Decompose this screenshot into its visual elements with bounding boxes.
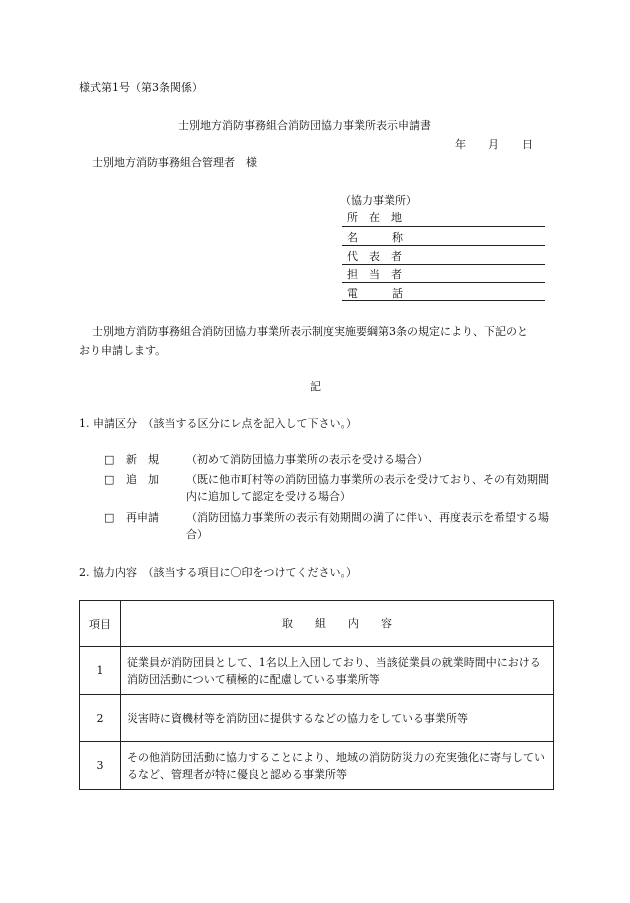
checkbox-new[interactable]: □ — [104, 453, 115, 466]
ki-heading: 記 — [310, 380, 321, 393]
office-field-label: 代表者 — [347, 250, 413, 263]
header-item: 項目 — [80, 601, 121, 647]
addressee: 士別地方消防事務組合管理者 様 — [92, 156, 257, 169]
option-label-reapply: 再申請 — [126, 511, 159, 524]
table-row — [80, 742, 554, 790]
row-content: 災害時に資機材等を消防団に提供するなどの協力をしている事業所等 — [121, 695, 554, 742]
office-field-name-label — [347, 232, 437, 243]
row-content: その他消防団活動に協力することにより、地域の消防防災力の充実強化に寄与しているなど、管理者が特に優良と認める事業所等 — [121, 742, 554, 790]
section2-heading: 2. 協力内容 （該当する項目に〇印をつけてください。） — [79, 566, 357, 579]
office-field-address-line[interactable] — [342, 226, 545, 227]
checkbox-reapply[interactable]: □ — [104, 511, 115, 524]
header-content: 取 組 内 容 — [121, 601, 554, 647]
office-field-name-line[interactable] — [342, 245, 545, 246]
form-number: 様式第1号（第3条関係） — [79, 81, 203, 94]
contribution-table — [79, 600, 554, 790]
option-reapply — [104, 509, 564, 545]
office-field-representative-line[interactable] — [342, 264, 545, 265]
office-heading: （協力事業所） — [340, 194, 417, 207]
option-desc-reapply: （消防団協力事業所の表示有効期間の満了に伴い、再度表示を希望する場合） — [186, 511, 549, 541]
option-label-add: 追 加 — [126, 473, 159, 486]
form-title: 士別地方消防事務組合消防団協力事業所表示申請書 — [178, 119, 431, 132]
date-day: 日 — [522, 138, 533, 151]
office-field-phone-line[interactable] — [342, 300, 545, 301]
office-field-contact-line[interactable] — [342, 282, 545, 283]
date-month: 月 — [488, 138, 499, 151]
row-number[interactable]: 3 — [80, 742, 121, 790]
row-number[interactable]: 1 — [80, 647, 121, 695]
office-field-phone-label — [347, 288, 437, 299]
checkbox-add[interactable]: □ — [104, 473, 115, 486]
option-desc-add: （既に他市町村等の消防団協力事業所の表示を受けており、その有効期間内に追加して認定を受ける場合） — [186, 473, 549, 503]
table-header-row — [80, 601, 554, 647]
office-field-address-label — [347, 211, 413, 224]
date-year: 年 — [455, 138, 466, 151]
body-text-line2: おり申請します。 — [79, 344, 167, 357]
office-field-contact-label — [347, 269, 413, 280]
option-label-new: 新 規 — [126, 453, 159, 466]
option-new — [104, 451, 564, 468]
office-field-representative-label — [347, 251, 413, 262]
office-field-label: 名称 — [347, 231, 437, 244]
office-field-label: 担当者 — [347, 268, 413, 281]
row-content: 従業員が消防団員として、1名以上入団しており、当該従業員の就業時間中における消防団活動について積極的に配慮している事業所等 — [121, 647, 554, 695]
office-field-label: 所在地 — [347, 211, 413, 224]
option-desc-new: （初めて消防団協力事業所の表示を受ける場合） — [186, 453, 428, 466]
table-row — [80, 695, 554, 742]
office-field-label: 電話 — [347, 287, 437, 300]
section1-heading: 1. 申請区分 （該当する区分にレ点を記入して下さい。） — [79, 417, 357, 430]
row-number[interactable]: 2 — [80, 695, 121, 742]
body-text-line1: 士別地方消防事務組合消防団協力事業所表示制度実施要綱第3条の規定により、下記のと — [92, 325, 528, 338]
option-add — [104, 471, 564, 507]
table-row — [80, 647, 554, 695]
